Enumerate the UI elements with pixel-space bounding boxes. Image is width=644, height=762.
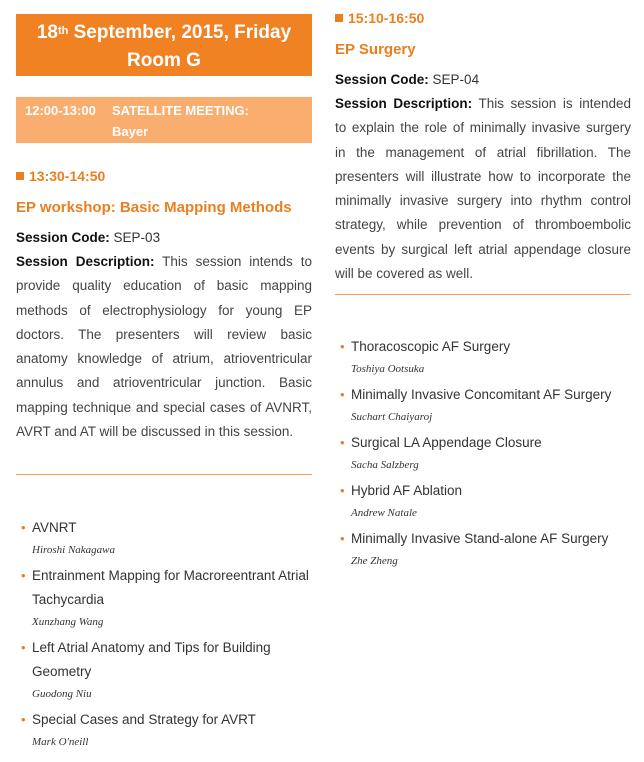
- bullet-icon: •: [21, 568, 26, 583]
- talk-speaker: Sacha Salzberg: [351, 459, 419, 471]
- talk-title: Entrainment Mapping for Macroreentrant Atrial Tachycardia: [32, 568, 309, 607]
- talk-title: AVNRT: [32, 520, 77, 535]
- bullet-icon: •: [21, 640, 26, 655]
- satellite-meeting-banner: [16, 97, 312, 143]
- session-time: 13:30-14:50: [16, 168, 105, 184]
- session-title: EP workshop: Basic Mapping Methods: [16, 199, 292, 216]
- list-item: [335, 431, 631, 472]
- talk-speaker: Xunzhang Wang: [32, 616, 104, 628]
- square-bullet-icon: [16, 172, 24, 180]
- bullet-icon: •: [21, 712, 26, 727]
- talk-speaker: Guodong Niu: [32, 688, 92, 700]
- list-item: [335, 479, 631, 520]
- list-item: [335, 527, 631, 568]
- talk-title: Left Atrial Anatomy and Tips for Building Geometry: [32, 640, 271, 679]
- bullet-icon: •: [340, 531, 345, 546]
- bullet-icon: •: [340, 435, 345, 450]
- session-description: Session Description: This session is intended to explain the role of minimally invasive surgery in the management of atrial fibrillation. The presenters will illustrate how to incorporate the minimally invasive surgery into rhythm control strategy, while prevention of thromboembolic events by surgical left atrial appendage closure will be covered as well.: [335, 96, 631, 282]
- session-code: Session Code: SEP-04: [335, 72, 480, 87]
- session-time: 15:10-16:50: [335, 10, 424, 26]
- talk-speaker: Hiroshi Nakagawa: [32, 544, 116, 556]
- list-item: [335, 383, 631, 424]
- list-item: [16, 564, 312, 629]
- satellite-sponsor: Bayer: [112, 124, 149, 139]
- divider: [16, 474, 312, 475]
- talk-title: Thoracoscopic AF Surgery: [351, 339, 511, 354]
- talk-speaker: Toshiya Ootsuka: [351, 363, 425, 375]
- session-title: EP Surgery: [335, 41, 416, 58]
- list-item: [16, 516, 312, 557]
- talk-list: [335, 335, 631, 575]
- talk-title: Minimally Invasive Stand-alone AF Surgery: [351, 531, 609, 546]
- bullet-icon: •: [340, 387, 345, 402]
- talk-title: Minimally Invasive Concomitant AF Surgery: [351, 387, 612, 402]
- bullet-icon: •: [21, 520, 26, 535]
- session-code: Session Code: SEP-03: [16, 230, 161, 245]
- bullet-icon: •: [340, 483, 345, 498]
- list-item: [16, 708, 312, 749]
- talk-speaker: Suchart Chaiyaroj: [351, 411, 433, 423]
- talk-title: Special Cases and Strategy for AVRT: [32, 712, 256, 727]
- square-bullet-icon: [335, 14, 343, 22]
- talk-speaker: Mark O'neill: [32, 736, 89, 748]
- day-date: 18th September, 2015, Friday: [36, 22, 292, 43]
- bullet-icon: •: [340, 339, 345, 354]
- list-item: [16, 636, 312, 701]
- talk-speaker: Zhe Zheng: [351, 555, 398, 567]
- talk-title: Hybrid AF Ablation: [351, 483, 463, 498]
- session-description: Session Description: This session intends to provide quality education of basic mapping methods of electrophysiology for young EP doctors. The presenters will review basic anatomy knowledge of atrium, atrioventricular annulus and atrioventricular junction. Basic mapping technique and special cases of AVNRT, AVRT and AT will be discussed in this session.: [16, 254, 312, 440]
- divider: [335, 294, 631, 295]
- talk-title: Surgical LA Appendage Closure: [351, 435, 542, 450]
- talk-list: [16, 516, 312, 756]
- talk-speaker: Andrew Natale: [351, 507, 417, 519]
- satellite-title: SATELLITE MEETING:: [112, 103, 249, 118]
- day-header: [16, 14, 312, 76]
- list-item: [335, 335, 631, 376]
- satellite-time: 12:00-13:00: [25, 103, 96, 118]
- room-name: Room G: [127, 50, 201, 71]
